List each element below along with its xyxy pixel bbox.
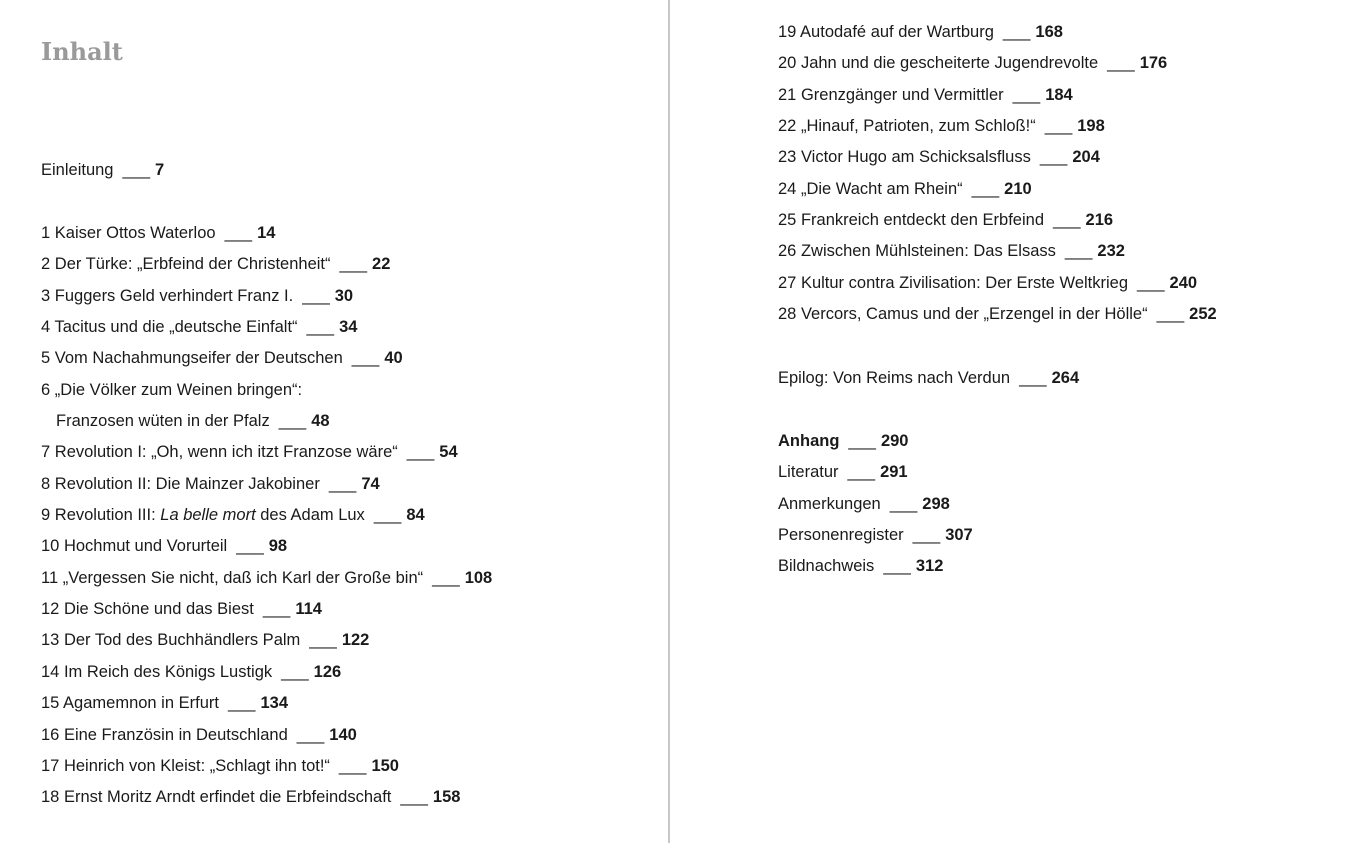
toc-page-number: 22	[372, 255, 391, 274]
toc-chapter-number: 3	[41, 286, 51, 305]
toc-entry-text: Hochmut und Vorurteil	[63, 537, 228, 556]
toc-entry-text: Der Türke: „Erbfeind der Christenheit“	[54, 255, 331, 274]
toc-entry-appendix-3[interactable]	[778, 523, 973, 554]
toc-entry-chapter-2[interactable]	[41, 252, 492, 283]
toc-intro	[41, 158, 164, 189]
toc-page-number: 216	[1085, 211, 1114, 230]
toc-entry-chapter-16[interactable]	[41, 723, 492, 754]
toc-entry-text: Personenregister	[778, 526, 904, 545]
toc-chapter-number: 10	[41, 537, 60, 556]
toc-leader: ___	[883, 557, 911, 576]
toc-leader: ___	[1107, 54, 1135, 73]
toc-entry-text: Revolution II: Die Mainzer Jakobiner	[54, 474, 320, 493]
toc-appendix	[778, 429, 973, 586]
toc-chapter-number: 6	[41, 380, 51, 399]
toc-entry-text: „Vergessen Sie nicht, daß ich Karl der Große bin“	[62, 568, 424, 587]
toc-entry-text: Jahn und die gescheiterte Jugendrevolte	[800, 54, 1099, 73]
toc-leader: ___	[122, 161, 151, 179]
toc-entry-chapter-24[interactable]	[778, 177, 1217, 208]
toc-chapter-number: 27	[778, 273, 797, 292]
toc-leader: ___	[281, 662, 309, 681]
toc-leader: ___	[1053, 211, 1081, 230]
toc-chapter-number: 7	[41, 443, 51, 462]
toc-entry-text: Grenzgänger und Vermittler	[800, 85, 1004, 104]
toc-page-number: 298	[922, 494, 950, 513]
toc-chapter-number: 17	[41, 756, 60, 775]
toc-leader: ___	[309, 631, 337, 650]
toc-page-number: 176	[1139, 54, 1168, 73]
toc-entry-chapter-15[interactable]	[41, 691, 492, 722]
toc-chapter-number: 1	[41, 224, 51, 242]
toc-entry-chapter-13[interactable]	[41, 628, 492, 659]
toc-entry-chapter-7[interactable]	[41, 440, 492, 471]
toc-entry-chapter-3[interactable]	[41, 284, 492, 315]
toc-entry-chapter-20[interactable]	[778, 51, 1217, 82]
toc-leader: ___	[912, 526, 941, 545]
toc-entry-chapter-4[interactable]	[41, 315, 492, 346]
toc-entry-appendix-0[interactable]	[778, 429, 973, 460]
toc-page-number: 150	[371, 756, 399, 775]
toc-entry-text: „Hinauf, Patrioten, zum Schloß!“	[800, 117, 1036, 136]
toc-entry-chapter-17[interactable]	[41, 754, 492, 785]
toc-chapter-number: 21	[778, 85, 797, 104]
toc-entry-text: Epilog: Von Reims nach Verdun	[778, 369, 1011, 387]
toc-chapter-number: 18	[41, 788, 60, 807]
toc-page-number: 114	[295, 600, 322, 619]
toc-entry-text: Frankreich entdeckt den Erbfeind	[800, 211, 1045, 230]
toc-leader: ___	[1002, 23, 1031, 41]
toc-leader: ___	[302, 286, 330, 305]
toc-entry-text: Heinrich von Kleist: „Schlagt ihn tot!“	[63, 756, 330, 775]
toc-page-number: 98	[268, 537, 288, 556]
toc-page-number: 30	[334, 286, 354, 305]
toc-leader: ___	[1012, 85, 1041, 104]
toc-entry-text: Literatur	[778, 463, 839, 482]
toc-leader: ___	[224, 224, 253, 242]
toc-entry-text: Der Tod des Buchhändlers Palm	[63, 631, 301, 650]
toc-entry-chapter-19[interactable]	[778, 20, 1217, 51]
toc-entry-chapter-9[interactable]	[41, 503, 492, 534]
toc-page-number: 158	[432, 788, 461, 807]
toc-leader: ___	[406, 443, 435, 462]
toc-entry-chapter-1[interactable]	[41, 221, 492, 252]
toc-page-number: 34	[339, 318, 358, 337]
toc-entry-text: Agamemnon in Erfurt	[63, 694, 219, 713]
toc-leader: ___	[971, 179, 1000, 198]
toc-entry-epilog[interactable]	[778, 366, 1079, 397]
toc-entry-chapter-10[interactable]	[41, 534, 492, 565]
toc-entry-text: Kultur contra Zivilisation: Der Erste Weltkrieg	[800, 273, 1129, 292]
toc-page-number: 140	[329, 725, 357, 744]
toc-page-number: 126	[313, 662, 342, 681]
toc-entry-text: des Adam Lux	[255, 506, 365, 525]
toc-entry-chapter-27[interactable]	[778, 271, 1217, 302]
toc-entry-text: Autodafé auf der Wartburg	[800, 23, 994, 41]
toc-entry-text: Vercors, Camus und der „Erzengel in der Hölle“	[800, 305, 1148, 324]
toc-page-number: 7	[155, 161, 165, 179]
toc-page-number: 184	[1045, 85, 1073, 104]
toc-entry-chapter-12[interactable]	[41, 597, 492, 628]
toc-leader: ___	[339, 255, 368, 274]
toc-page-number: 40	[384, 349, 403, 368]
toc-epilog	[778, 366, 1079, 397]
toc-entry-text: Fuggers Geld verhindert Franz I.	[54, 286, 294, 305]
toc-entry-text: Anhang	[778, 432, 840, 450]
toc-page-number: 74	[361, 474, 380, 493]
toc-entry-text: Revolution III:	[54, 506, 161, 525]
toc-chapter-number: 25	[778, 211, 797, 230]
toc-page-number: 134	[260, 694, 289, 713]
toc-chapter-number: 26	[778, 242, 797, 261]
toc-entry-chapter-5[interactable]	[41, 346, 492, 377]
toc-chapter-number: 8	[41, 474, 51, 493]
toc-entry-text: „Die Wacht am Rhein“	[800, 179, 963, 198]
toc-page-number: 122	[341, 631, 370, 650]
toc-entry-chapter-11[interactable]	[41, 566, 492, 597]
toc-entry-chapter-26[interactable]	[778, 239, 1217, 270]
toc-entry-text: Victor Hugo am Schicksalsfluss	[800, 148, 1031, 167]
toc-leader: ___	[1137, 273, 1165, 292]
toc-chapters-left	[41, 221, 492, 817]
toc-entry-text: Bildnachweis	[778, 557, 875, 576]
toc-page-number: 264	[1051, 369, 1080, 387]
toc-entry-chapter-8[interactable]	[41, 472, 492, 503]
toc-chapter-number: 5	[41, 349, 51, 368]
toc-entry-text: Anmerkungen	[778, 494, 881, 513]
toc-page-number: 240	[1169, 273, 1198, 292]
toc-chapter-number: 4	[41, 318, 51, 337]
toc-entry-text: Vom Nachahmungseifer der Deutschen	[54, 349, 343, 368]
toc-entry-chapter-14[interactable]	[41, 660, 492, 691]
toc-entry-chapter-6-continued[interactable]	[41, 409, 492, 440]
toc-page-number: 84	[406, 506, 425, 525]
toc-chapter-number: 28	[778, 305, 797, 324]
toc-chapter-number: 14	[41, 662, 60, 681]
toc-chapter-number: 16	[41, 725, 60, 744]
toc-leader: ___	[432, 568, 460, 587]
toc-leader: ___	[400, 788, 428, 807]
toc-page-number: 204	[1072, 148, 1100, 167]
toc-page-number: 291	[880, 463, 908, 482]
toc-entry-appendix-4[interactable]	[778, 554, 973, 585]
toc-page-number: 198	[1077, 117, 1105, 136]
toc-entry-text: Franzosen wüten in der Pfalz	[56, 412, 270, 431]
toc-page-number: 290	[880, 432, 909, 450]
toc-page-number: 232	[1097, 242, 1125, 261]
toc-leader: ___	[306, 318, 335, 337]
toc-chapter-number: 15	[41, 694, 60, 713]
toc-entry-appendix-1[interactable]	[778, 460, 973, 491]
toc-page-number: 168	[1035, 23, 1063, 41]
toc-page-number: 252	[1189, 305, 1217, 324]
toc-entry-text: Die Schöne und das Biest	[63, 600, 254, 619]
toc-entry-text: Einleitung	[41, 161, 114, 179]
toc-chapters-right	[778, 20, 1217, 333]
toc-entry-text: Kaiser Ottos Waterloo	[54, 224, 216, 242]
toc-entry-text: Ernst Moritz Arndt erfindet die Erbfeindschaft	[63, 788, 392, 807]
toc-page-number: 312	[915, 557, 944, 576]
toc-leader: ___	[1044, 117, 1073, 136]
toc-entry-chapter-25[interactable]	[778, 208, 1217, 239]
toc-page-number: 108	[464, 568, 493, 587]
toc-leader: ___	[278, 412, 307, 431]
toc-leader: ___	[848, 432, 876, 450]
toc-chapter-number: 19	[778, 23, 797, 41]
toc-chapter-number: 13	[41, 631, 60, 650]
toc-entry-text-italic: La belle mort	[160, 506, 256, 525]
toc-entry-text: Revolution I: „Oh, wenn ich itzt Franzose wäre“	[54, 443, 398, 462]
toc-entry-text: Tacitus und die „deutsche Einfalt“	[54, 318, 298, 337]
toc-chapter-number: 20	[778, 54, 797, 73]
toc-leader: ___	[227, 694, 256, 713]
toc-entry-chapter-18[interactable]	[41, 785, 492, 816]
toc-leader: ___	[338, 756, 367, 775]
toc-page-number: 210	[1004, 179, 1032, 198]
toc-leader: ___	[1019, 369, 1047, 387]
toc-leader: ___	[847, 463, 876, 482]
toc-page-number: 14	[257, 224, 276, 242]
toc-entry-text: Im Reich des Königs Lustigk	[63, 662, 273, 681]
toc-chapter-number: 12	[41, 600, 60, 619]
toc-leader: ___	[1064, 242, 1093, 261]
toc-chapter-number: 2	[41, 255, 51, 274]
toc-chapter-number: 23	[778, 148, 797, 167]
toc-chapter-number: 9	[41, 506, 51, 525]
toc-chapter-number: 11	[41, 568, 59, 587]
toc-entry-appendix-2[interactable]	[778, 492, 973, 523]
toc-entry-chapter-22[interactable]	[778, 114, 1217, 145]
page-title: Inhalt	[41, 37, 123, 66]
toc-leader: ___	[373, 506, 402, 525]
toc-leader: ___	[328, 474, 357, 493]
toc-leader: ___	[1156, 305, 1185, 324]
toc-chapter-number: 22	[778, 117, 797, 136]
toc-leader: ___	[351, 349, 380, 368]
toc-page-number: 48	[311, 412, 330, 431]
toc-page-number: 54	[439, 443, 458, 462]
toc-chapter-number: 24	[778, 179, 797, 198]
toc-leader: ___	[236, 537, 264, 556]
toc-leader: ___	[262, 600, 291, 619]
toc-page-number: 307	[945, 526, 973, 545]
toc-entry-chapter-23[interactable]	[778, 145, 1217, 176]
toc-entry-chapter-21[interactable]	[778, 83, 1217, 114]
toc-entry-text: „Die Völker zum Weinen bringen“:	[54, 380, 303, 399]
toc-leader: ___	[889, 494, 918, 513]
toc-entry-einleitung[interactable]	[41, 158, 164, 189]
toc-leader: ___	[296, 725, 325, 744]
toc-entry-chapter-28[interactable]	[778, 302, 1217, 333]
toc-entry-text: Zwischen Mühlsteinen: Das Elsass	[800, 242, 1056, 261]
toc-entry-chapter-6[interactable]	[41, 378, 492, 409]
toc-leader: ___	[1039, 148, 1068, 167]
toc-entry-text: Eine Französin in Deutschland	[63, 725, 288, 744]
